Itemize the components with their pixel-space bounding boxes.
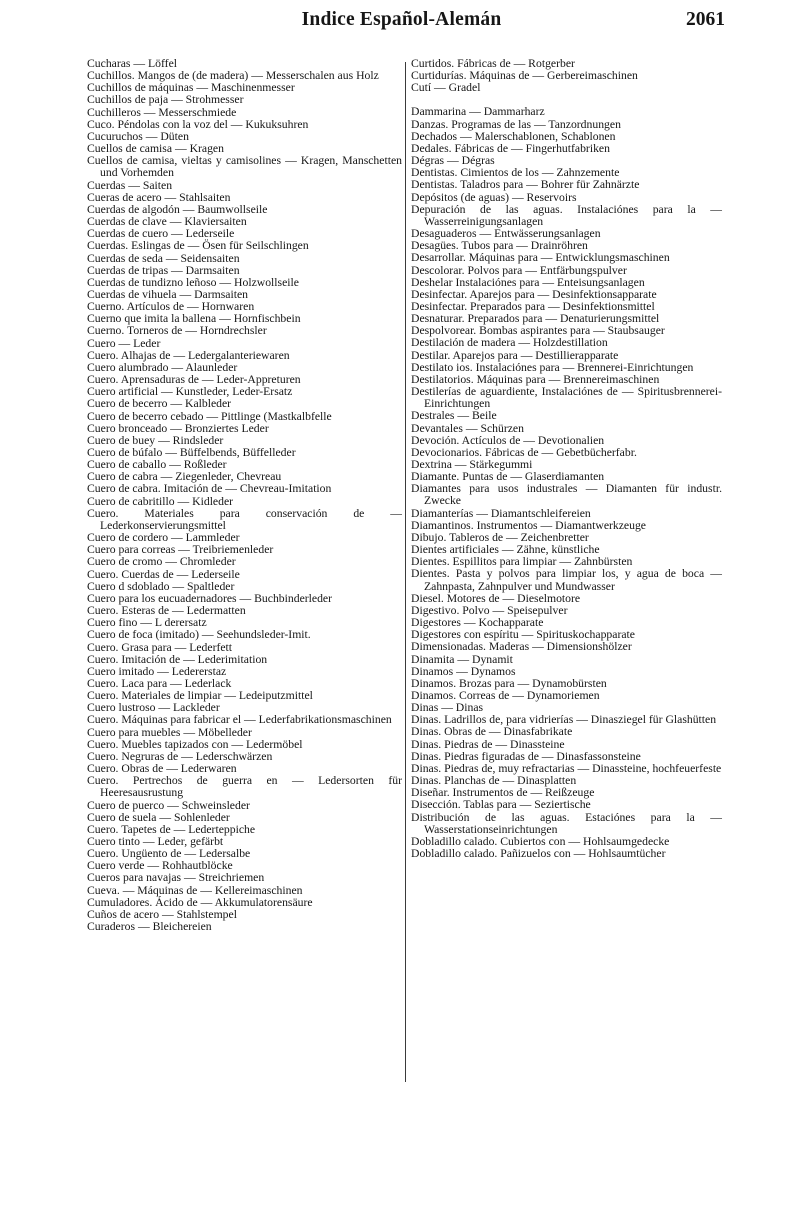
index-entry: Dinamita — Dynamit [411, 652, 513, 666]
index-entry: Cuero. Materiales para conservación de — Lederkonservierungsmittel [87, 506, 402, 532]
index-entry: Cuco. Péndolas con la voz del — Kukuksuhren [87, 117, 309, 131]
index-entry: Cuero. Tapetes de — Lederteppiche [87, 822, 256, 836]
index-entry: Cucuruchos — Düten [87, 129, 189, 143]
index-entry: Cutí — Gradel [411, 81, 481, 95]
index-entry: Dinas. Planchas de — Dinasplatten [411, 774, 577, 788]
index-entry: Desagües. Tubos para — Drainröhren [411, 239, 588, 253]
index-entry: Devocionarios. Fábricas de — Gebetbücherfabr. [411, 445, 637, 459]
index-entry: Dinas. Obras de — Dinasfabrikate [411, 725, 573, 739]
index-entry: Cuero para los eucuadernadores — Buchbinderleder [87, 591, 333, 605]
index-entry: Cuero de buey — Rindsleder [87, 433, 224, 447]
index-entry: Cuero para muebles — Möbelleder [87, 725, 252, 739]
index-entry: Cucharas — Löffel [87, 57, 178, 70]
index-entry: Cuero — Leder [87, 336, 161, 350]
index-entry: Curaderos — Bleichereien [87, 920, 212, 934]
index-entry: Cuero. Laca para — Lederlack [87, 676, 232, 690]
index-entry: Cuero. Aprensaduras de — Leder-Appreturen [87, 373, 301, 387]
index-entry: Cuero de cabra. Imitación de — Chevreau-Imitation [87, 482, 332, 496]
index-entry: Cuero de cordero — Lammleder [87, 531, 240, 545]
index-entry: Digestores — Kochapparate [411, 616, 544, 630]
index-entry: Diesel. Motores de — Dieselmotore [411, 591, 581, 605]
index-entry: Despolvorear. Bombas aspirantes para — Staubsauger [411, 324, 665, 338]
index-entry: Cuchillos de paja — Strohmesser [87, 93, 244, 107]
index-entry: Cuero. Esteras de — Ledermatten [87, 604, 246, 618]
index-entry: Distribución de las aguas. Estaciónes para la — Wasserstationseinrichtungen [411, 810, 722, 836]
index-entry: Dinas. Piedras de, muy refractarias — Dinassteine, hochfeuerfeste [411, 761, 722, 775]
index-entry: Cuerdas de algodón — Baumwollseile [87, 202, 268, 216]
index-entry: Cuero. Ungüento de — Ledersalbe [87, 847, 251, 861]
index-entry: Destilatorios. Máquinas para — Brennereimaschinen [411, 372, 660, 386]
index-entry: Cuellos de camisa, vieltas y camisolines — Kragen, Manschetten und Vorhemden [87, 154, 402, 180]
index-entry: Depuración de las aguas. Instalaciónes para la — Wasserreinigungsanlagen [411, 202, 722, 228]
index-entry: Curtidos. Fábricas de — Rotgerber [411, 57, 575, 70]
index-entry: Dinas. Piedras figuradas de — Dinasfassonsteine [411, 749, 641, 763]
page-header [0, 9, 803, 39]
index-entry: Disección. Tablas para — Seziertische [411, 798, 591, 812]
index-entry: Cuero de búfalo — Büffelbends, Büffelleder [87, 446, 296, 459]
index-entry: Cuero de becerro — Kalbleder [87, 397, 232, 411]
index-entry: Destilación de madera — Holzdestillation [411, 336, 608, 350]
index-entry: Cuerdas. Eslingas de — Ösen für Seilschlingen [87, 239, 309, 253]
index-entry: Cuero de puerco — Schweinsleder [87, 798, 250, 812]
index-entry: Dibujo. Tableros de — Zeichenbretter [411, 530, 589, 544]
index-entry: Cuero. Alhajas de — Ledergalanteriewaren [87, 348, 290, 362]
index-entry: Cuero lustroso — Lackleder [87, 701, 220, 715]
index-entry: Dedales. Fábricas de — Fingerhutfabriken [411, 141, 610, 155]
index-entry: Diamantes para usos industrales — Diamanten für industr. Zwecke [411, 482, 722, 508]
index-entry: Diamantinos. Instrumentos — Diamantwerkzeuge [411, 518, 646, 532]
index-entry: Dientes artificiales — Zähne, künstliche [411, 543, 600, 557]
index-entry: Cuero de cabra — Ziegenleder, Chevreau [87, 470, 282, 484]
index-entry: Desinfectar. Aparejos para — Desinfektionsapparate [411, 287, 657, 301]
index-entry: Dinamos. Correas de — Dynamoriemen [411, 688, 600, 702]
index-entry: Cuerno que imita la ballena — Hornfischbein [87, 312, 301, 326]
index-entry: Cuero. Grasa para — Lederfett [87, 640, 233, 654]
index-entry: Cuero verde — Rohhautblöcke [87, 859, 233, 873]
index-entry: Dinamos — Dynamos [411, 664, 516, 678]
index-entry: Dechados — Malerschablonen, Schablonen [411, 129, 616, 143]
index-entry: Diseñar. Instrumentos de — Reißzeuge [411, 786, 595, 800]
index-entry: Cuellos de camisa — Kragen [87, 142, 224, 156]
index-entry: Cuero. Máquinas para fabricar el — Lederfabrikationsmaschinen [87, 713, 392, 727]
index-entry: Cuero. Obras de — Lederwaren [87, 762, 237, 776]
index-entry: Cuero para correas — Treibriemenleder [87, 543, 274, 557]
index-entry: Descolorar. Polvos para — Entfärbungspulver [411, 263, 627, 277]
index-entry: Cuerno. Artículos de — Hornwaren [87, 300, 255, 314]
index-entry: Cuero de becerro cebado — Pittlinge (Mastkalbfelle [87, 409, 332, 423]
page-title: Indice Español-Alemán [301, 9, 502, 30]
index-entry: Cuchillos. Mangos de (de madera) — Messerschalen aus Holz [87, 69, 379, 83]
index-entry: Cueros para navajas — Streichriemen [87, 871, 265, 885]
index-entry: Digestivo. Polvo — Speisepulver [411, 603, 568, 617]
index-entry: Desinfectar. Preparados para — Desinfektionsmittel [411, 299, 655, 313]
index-entry: Cuero fino — L derersatz [87, 616, 207, 630]
index-column-right [411, 58, 722, 860]
index-entry: Digestores con espíritu — Spirituskochapparate [411, 628, 635, 642]
index-entry: Dinamos. Brozas para — Dynamobürsten [411, 676, 607, 690]
index-entry: Cuero. Imitación de — Lederimitation [87, 652, 268, 666]
index-entry: Cuero de suela — Sohlenleder [87, 810, 230, 824]
index-entry: Dimensionadas. Maderas — Dimensionshölzer [411, 640, 632, 654]
index-entry: Destilato ios. Instalaciónes para — Brennerei-Einrichtungen [411, 360, 694, 374]
index-entry: Cuero d sdoblado — Spaltleder [87, 579, 235, 593]
index-entry: Cumuladores. Ácido de — Akkumulatorensäure [87, 895, 313, 909]
index-entry: Desarrollar. Máquinas para — Entwicklungsmaschinen [411, 251, 670, 265]
index-entry: Cuero. Cuerdas de — Lederseile [87, 567, 240, 581]
index-entry: Diamanterías — Diamantschleifereien [411, 506, 591, 520]
index-entry: Dientes. Espillitos para limpiar — Zahnbürsten [411, 555, 633, 569]
page-number: 2061 [686, 9, 725, 30]
index-entry: Cuños de acero — Stahlstempel [87, 907, 237, 921]
index-entry: Devoción. Actículos de — Devotionalien [411, 433, 605, 447]
index-entry: Dobladillo calado. Pañizuelos con — Hohlsaumtücher [411, 847, 666, 860]
index-entry: Danzas. Programas de las — Tanzordnungen [411, 117, 621, 131]
index-entry: Destrales — Beile [411, 409, 497, 423]
index-entry: Cuerdas de vihuela — Darmsaiten [87, 287, 248, 301]
index-entry: Devantales — Schürzen [411, 421, 524, 435]
index-entry: Cuero bronceado — Bronziertes Leder [87, 421, 269, 435]
index-entry: Dientes. Pasta y polvos para limpiar los, y agua de boca — Zahnpasta, Zahnpulver und Mundwasser [411, 567, 722, 593]
index-entry: Dinas. Ladrillos de, para vidrierías — Dinasziegel für Glashütten [411, 713, 717, 727]
index-entry: Cuero tinto — Leder, gefärbt [87, 835, 224, 848]
index-entry: Cuerno. Torneros de — Horndrechsler [87, 324, 267, 338]
index-entry: Dobladillo calado. Cubiertos con — Hohlsaumgedecke [411, 834, 670, 848]
index-entry: Desaguaderos — Entwässerungsanlagen [411, 227, 601, 241]
index-entry: Cuero de foca (imitado) — Seehundsleder-Imit. [87, 628, 311, 642]
index-entry: Destilerías de aguardiente, Instalaciónes de — Spiritusbrennerei-Einrichtungen [411, 385, 722, 411]
index-entry: Dentistas. Taladros para — Bohrer für Zahnärzte [411, 178, 640, 192]
index-entry: Cuero. Materiales de limpiar — Ledeiputzmittel [87, 689, 313, 703]
index-entry: Depósitos (de aguas) — Reservoirs [411, 190, 577, 204]
index-entry: Cuerdas — Saiten [87, 178, 173, 192]
index-entry: Curtidurías. Máquinas de — Gerbereimaschinen [411, 69, 638, 83]
column-divider [405, 62, 406, 1082]
index-entry: Diamante. Puntas de — Glaserdiamanten [411, 470, 605, 484]
index-entry: Cuero. Negruras de — Lederschwärzen [87, 749, 273, 763]
index-entry: Cuero imitado — Ledererstaz [87, 664, 227, 678]
index-entry: Deshelar Instalaciónes para — Enteisungsanlagen [411, 275, 645, 289]
index-entry: Cuerdas de tundizno leñoso — Holzwollseile [87, 275, 299, 289]
index-entry: Cuero de cromo — Chromleder [87, 555, 236, 569]
index-entry: Dinas — Dinas [411, 701, 484, 715]
index-entry: Cuchilleros — Messerschmiede [87, 105, 237, 119]
index-entry: Dégras — Dégras [411, 154, 495, 168]
index-entry: Dammarina — Dammarharz [411, 105, 545, 119]
index-entry: Cuchillos de máquinas — Maschinenmesser [87, 81, 295, 95]
index-entry: Cuero. Muebles tapizados con — Ledermöbel [87, 737, 303, 751]
index-entry: Cuerdas de cuero — Lederseile [87, 227, 235, 241]
index-entry: Cueva. — Máquinas de — Kellereimaschinen [87, 883, 303, 897]
index-entry: Dentistas. Cimientos de los — Zahnzemente [411, 166, 620, 180]
index-entry: Cuerdas de clave — Klaviersaiten [87, 215, 247, 229]
index-entry: Cuero artificial — Kunstleder, Leder-Ersatz [87, 385, 293, 399]
index-entry: Cuerdas de seda — Seidensaiten [87, 251, 240, 265]
index-entry: Desnaturar. Preparados para — Denaturierungsmittel [411, 312, 660, 326]
index-column-left [87, 58, 402, 933]
index-entry: Cuero alumbrado — Alaunleder [87, 360, 238, 374]
index-entry: Cuero de caballo — Roßleder [87, 458, 227, 472]
index-entry: Destilar. Aparejos para — Destillierapparate [411, 348, 619, 362]
index-entry: Cuero de cabritillo — Kidleder [87, 494, 234, 508]
index-entry: Cueras de acero — Stahlsaiten [87, 190, 231, 204]
index-entry: Dinas. Piedras de — Dinassteine [411, 737, 565, 751]
index-entry: Cuerdas de tripas — Darmsaiten [87, 263, 240, 277]
index-entry: Cuero. Pertrechos de guerra en — Ledersorten für Heeresausrustung [87, 774, 402, 800]
index-entry: Dextrina — Stärkegummi [411, 458, 533, 471]
